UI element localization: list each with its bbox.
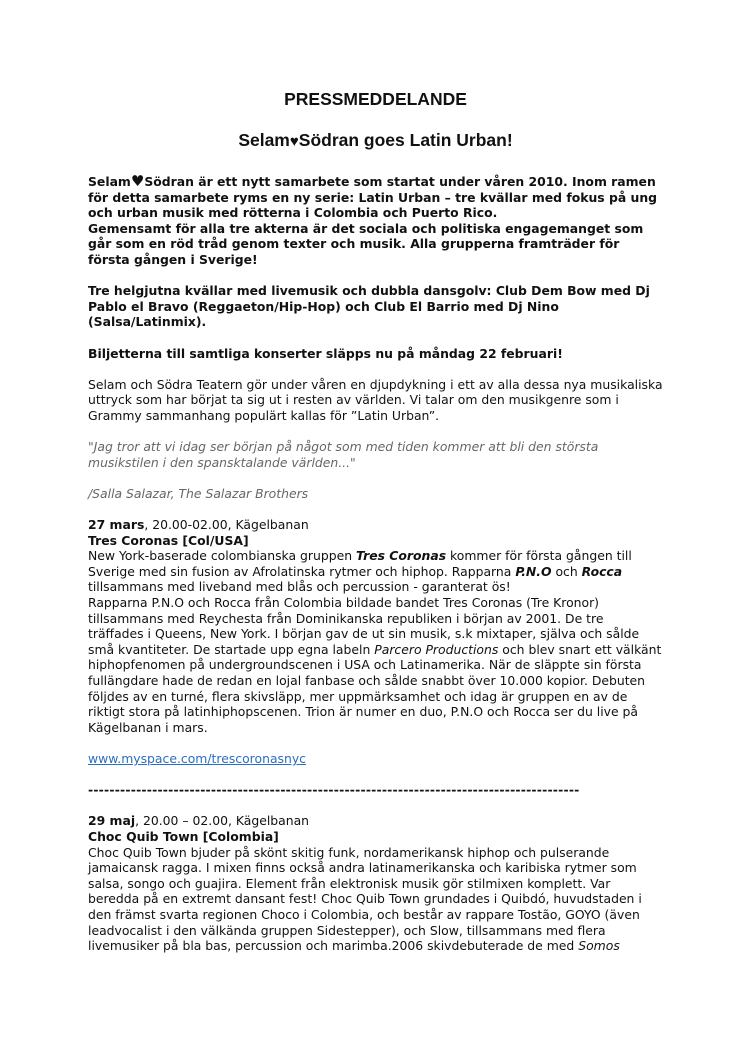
- event1-text: kommer för första gången till Sverige med sin fusion av Afrolatinska rytmer och hiphop. Rapparna: [88, 548, 632, 579]
- section-divider: --------------------------------------------------------------------------------------------: [88, 782, 580, 798]
- event2-name: Choc Quib Town [Colombia]: [88, 828, 279, 844]
- intro-selam: Selam: [88, 174, 131, 189]
- page-title: PRESSMEDDELANDE: [284, 89, 467, 109]
- heart-icon: ♥: [289, 133, 299, 150]
- quote-author: /Salla Salazar, The Salazar Brothers: [88, 485, 309, 501]
- intro-text: Södran är ett nytt samarbete som startat under våren 2010. Inom ramen för detta samarbete ryms en ny serie: Latin Urban – tre kvällar med fokus på ung och urban musik med rötterna i Colombia och Puerto Rico.: [88, 174, 658, 221]
- event1-artist-rocca: Rocca: [581, 563, 623, 579]
- event1-date: 27 mars: [88, 517, 145, 533]
- event1-bio: [88, 595, 663, 735]
- document-body: [88, 88, 663, 954]
- event1-bio-text: Rapparna P.N.O och Rocca från Colombia bildade bandet Tres Coronas (Tre Kronor) tillsammans med Reychesta från Dominikanska republiken i början av 2001. De tre träffades i Queens, New York. I början gav de ut sin musik, s.k mixtaper, själva och sålde små kvantiteter. De startade upp egna labeln: [88, 595, 640, 657]
- quote: "Jag tror att vi idag ser början på något som med tiden kommer att bli den största musikstilen i den spansktalande världen...": [88, 439, 599, 470]
- event2-date: 29 maj: [88, 813, 136, 829]
- event1-text: tillsammans med liveband med blås och percussion - garanterat ös!: [88, 579, 511, 595]
- headline-part-2: Södran goes Latin Urban!: [298, 130, 513, 150]
- intro-paragraph-5: Selam och Södra Teatern gör under våren en djupdykning i ett av alla dessa nya musikaliska uttryck som har börjat ta sig ut i resten av världen. Vi talar om den musikgenre som i Grammy sammanhang populärt kallas för ”Latin Urban”.: [88, 376, 663, 423]
- event1-name: Tres Coronas [Col/USA]: [88, 532, 249, 548]
- event1-text: och: [551, 563, 582, 579]
- event2-album-name: Somos: [578, 938, 620, 954]
- event2-text: Choc Quib Town bjuder på skönt skitig funk, nordamerikansk hiphop och pulserande jamaicansk ragga. I mixen finns också andra latinamerikanska och karibiska rytmer som salsa, songo och guajira. Element från elektronisk musik gör stilmixen komplett. Var beredda på en extremt dansant fest! Choc Quib Town grundades i Quibdó, huvudstaden i den främst svarta regionen Choco i Colombia, och består av rappare Tostão, GOYO (även leadvocalist i den välkända gruppen Sidestepper), och Slow, tillsammans med flera livemusiker på bla bas, percussion och marimba.2006 skivdebuterade de med: [88, 844, 642, 954]
- intro-paragraph-3: Tre helgjutna kvällar med livemusik och dubbla dansgolv: Club Dem Bow med Dj Pablo el Bravo (Reggaeton/Hip-Hop) och Club El Barrio med Dj Nino (Salsa/Latinmix).: [88, 283, 650, 330]
- event1-date-line: [88, 517, 663, 533]
- heart-icon: ♥: [130, 172, 145, 190]
- event1-band-name: Tres Coronas: [356, 548, 447, 564]
- event1-artist-pno: P.N.O: [515, 563, 552, 579]
- headline-part-1: Selam: [238, 130, 290, 150]
- ticket-announcement: Biljetterna till samtliga konserter släpps nu på måndag 22 februari!: [88, 345, 563, 361]
- event1-label-name: Parcero Productions: [374, 641, 499, 657]
- myspace-link[interactable]: www.myspace.com/trescoronasnyc: [88, 750, 306, 766]
- event1-description: [88, 548, 663, 595]
- event1-details: , 20.00-02.00, Kägelbanan: [144, 517, 309, 533]
- intro-paragraph-1: [88, 174, 663, 221]
- intro-paragraph-2: Gemensamt för alla tre akterna är det sociala och politiska engagemanget som går som en röd tråd genom texter och musik. Alla grupperna framträder för första gången i Sverige!: [88, 220, 644, 267]
- event1-text: New York-baserade colombianska gruppen: [88, 548, 357, 564]
- event1-bio-text: och blev snart ett välkänt hiphopfenomen på undergroundscenen i USA och Latinamerika. När de släppte sin första fullängdare hade de redan en lojal fanbase och sålde snabbt över 10.000 kopior. Debuten följdes av en turné, flera skivsläpp, mer uppmärksamhet och idag är gruppen en av de riktigt stora på latinhiphopscenen. Trion är numer en duo, P.N.O och Rocca ser du live på Kägelbanan i mars.: [88, 641, 662, 735]
- event2-details: , 20.00 – 02.00, Kägelbanan: [135, 813, 310, 829]
- event2-description: [88, 845, 663, 954]
- press-headline: [88, 129, 663, 153]
- event2-date-line: [88, 813, 663, 829]
